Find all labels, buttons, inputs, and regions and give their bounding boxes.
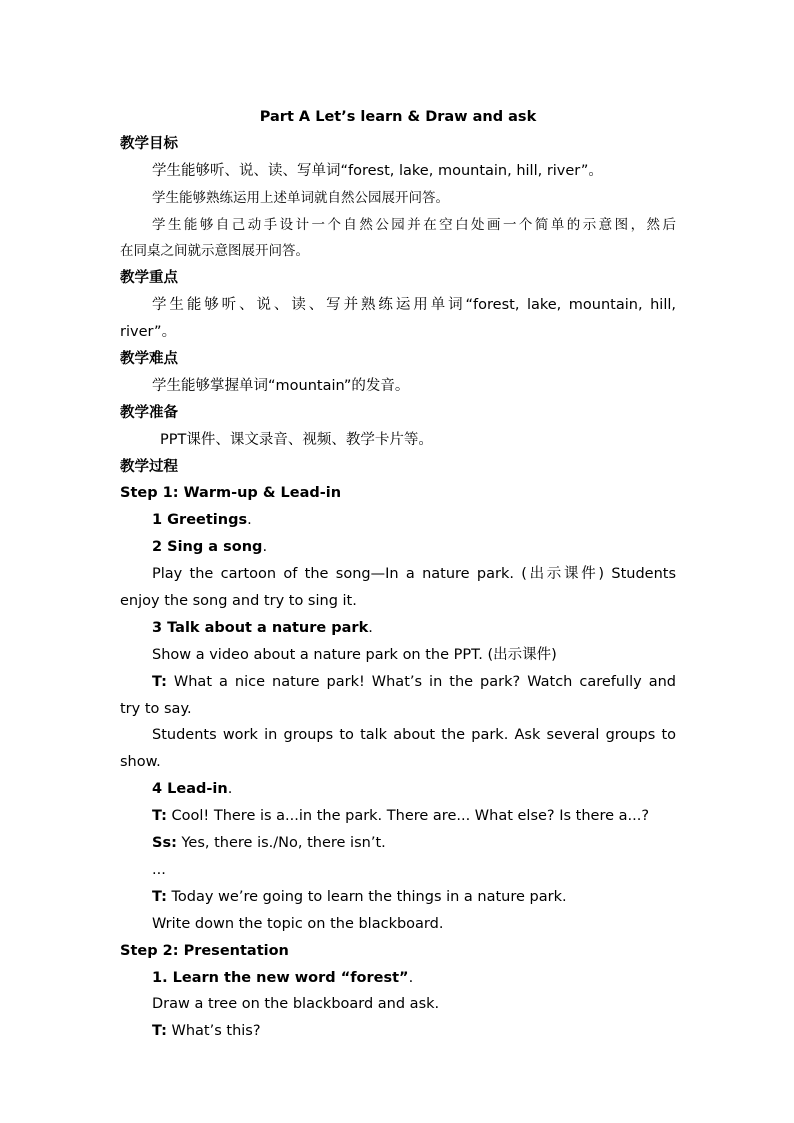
key-points-line-2: river”。	[120, 324, 177, 341]
step1-sub-3-teacher: T: What a nice nature park! What’s in the park? Watch carefully and	[152, 673, 676, 690]
objective-line-2: 学生能够熟练运用上述单词就自然公园展开问答。	[152, 189, 449, 206]
step1-sub-4-ellipsis: ...	[152, 861, 166, 878]
step2-sub-1-teacher: T: What’s this?	[152, 1023, 261, 1040]
step1-sub-3-line-4: Students work in groups to talk about the park. Ask several groups to	[152, 727, 676, 744]
step1-sub-4: 4 Lead-in.	[152, 781, 233, 798]
step1-sub-4-line-5: Write down the topic on the blackboard.	[152, 915, 444, 932]
difficulties-heading: 教学难点	[120, 351, 178, 368]
step1-sub-3-line-5: show.	[120, 754, 161, 771]
step1-sub-1-label: 1 Greetings	[152, 512, 248, 529]
lesson-plan-page	[120, 104, 676, 1045]
key-points-line-1: 学生能够听、说、读、写并熟练运用单词“forest, lake, mountain, hill,	[152, 297, 676, 314]
objective-line-1: 学生能够听、说、读、写单词“forest, lake, mountain, hill, river”。	[152, 162, 603, 179]
preparation-heading: 教学准备	[120, 404, 178, 421]
preparation-line-1: PPT课件、课文录音、视频、教学卡片等。	[160, 431, 433, 448]
process-heading: 教学过程	[120, 458, 178, 475]
step1-sub-4-teacher: T: Cool! There is a...in the park. There are... What else? Is there a...?	[152, 808, 650, 825]
step1-sub-3: 3 Talk about a nature park.	[152, 619, 373, 636]
step1-sub-4-label: 4 Lead-in	[152, 781, 228, 798]
step1-sub-4-students: Ss: Yes, there is./No, there isn’t.	[152, 835, 386, 852]
key-points-heading: 教学重点	[120, 270, 178, 287]
step1-sub-2-line-1: Play the cartoon of the song—In a nature park. (出示课件) Students	[152, 566, 676, 583]
step1-sub-4-teacher-2: T: Today we’re going to learn the things in a nature park.	[152, 888, 567, 905]
step2-heading: Step 2: Presentation	[120, 942, 289, 959]
step1-sub-1: 1 Greetings.	[152, 512, 252, 529]
objective-line-3b: 在同桌之间就示意图展开问答。	[120, 243, 309, 260]
step1-sub-3-line-1: Show a video about a nature park on the PPT. (出示课件)	[152, 646, 557, 663]
page-title: Part A Let’s learn & Draw and ask	[259, 109, 537, 125]
objectives-heading: 教学目标	[120, 135, 178, 152]
step1-sub-3-label: 3 Talk about a nature park	[152, 619, 369, 636]
step2-sub-1-label: 1. Learn the new word “forest”	[152, 969, 409, 986]
step1-sub-2: 2 Sing a song.	[152, 539, 268, 556]
difficulties-line-1: 学生能够掌握单词“mountain”的发音。	[152, 377, 410, 394]
step1-sub-3-line-3: try to say.	[120, 700, 192, 717]
step1-sub-2-label: 2 Sing a song	[152, 539, 263, 556]
step1-sub-2-line-2: enjoy the song and try to sing it.	[120, 593, 357, 610]
step1-heading: Step 1: Warm-up & Lead-in	[120, 485, 342, 502]
step2-sub-1: 1. Learn the new word “forest”.	[152, 969, 414, 986]
objective-line-3a: 学生能够自己动手设计一个自然公园并在空白处画一个简单的示意图，然后	[152, 216, 676, 233]
step2-sub-1-line-1: Draw a tree on the blackboard and ask.	[152, 996, 440, 1013]
